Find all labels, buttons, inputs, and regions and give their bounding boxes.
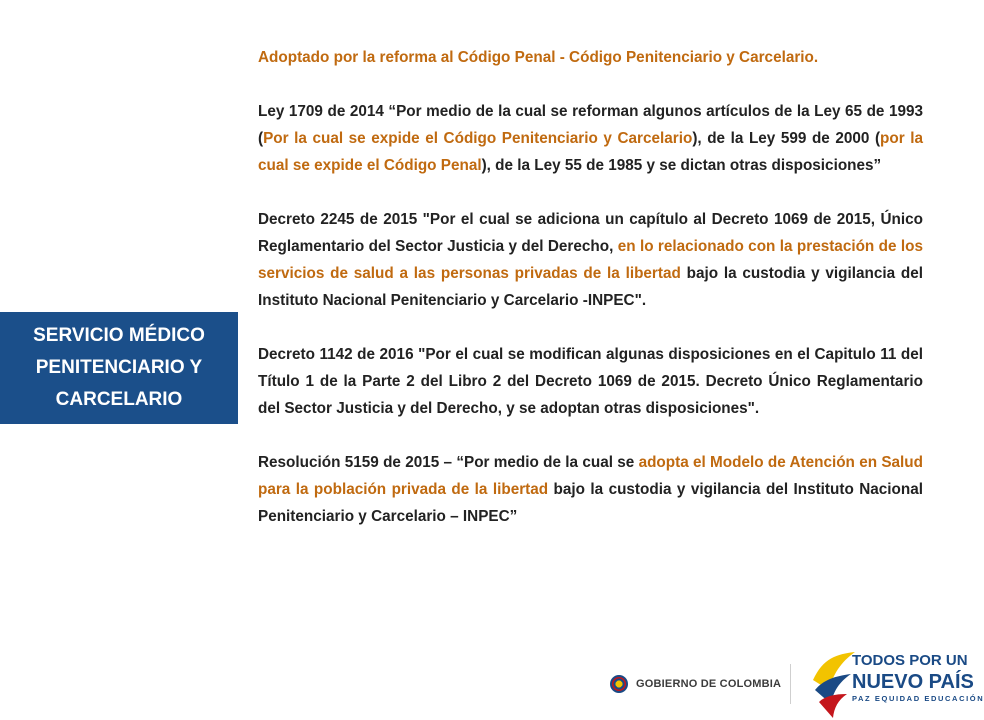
highlighted-text: adopta el Modelo de Atención en Salud para la población privada de la libertad xyxy=(258,454,923,498)
brand-line-2: NUEVO PAÍS xyxy=(852,671,974,693)
text-segment: bajo la custodia y vigilancia del Instituto Nacional Penitenciario y Carcelario -INPEC". xyxy=(258,265,923,309)
paragraph-1 xyxy=(258,44,923,71)
colombia-seal-icon xyxy=(610,675,628,693)
highlighted-text: Por la cual se expide el Código Penitenciario y Carcelario xyxy=(263,130,693,147)
text-segment: ), de la Ley 599 de 2000 ( xyxy=(692,130,881,147)
section-title xyxy=(33,320,205,416)
footer-logos xyxy=(600,650,984,720)
section-title-line-2: PENITENCIARIO Y xyxy=(35,357,203,378)
paragraph-4 xyxy=(258,341,923,422)
text-segment: ), de la Ley 55 de 1985 y se dictan otras disposiciones” xyxy=(481,157,882,174)
highlighted-text: en lo relacionado con la prestación de los servicios de salud a las personas privadas de la libertad xyxy=(258,238,923,282)
gobierno-de-colombia-label: GOBIERNO DE COLOMBIA xyxy=(636,678,782,690)
text-segment: Ley 1709 de 2014 “Por medio de la cual se reforman algunos artículos de la Ley 65 de 1993 ( xyxy=(258,103,923,147)
section-title-box xyxy=(0,312,238,424)
highlighted-text: por la cual se expide el Código Penal xyxy=(258,130,924,174)
brand-line-3: PAZ EQUIDAD EDUCACIÓN xyxy=(852,694,984,703)
text-segment: Resolución 5159 de 2015 – “Por medio de la cual se xyxy=(258,454,639,471)
text-segment: Decreto 1142 de 2016 "Por el cual se modifican algunas disposiciones en el Capitulo 11 del Título 1 de la Parte 2 del Libro 2 del Decreto 1069 de 2015. Decreto Único Reglamentario del Sector Justicia y del Derecho, y se adoptan otras disposiciones". xyxy=(258,346,923,417)
paragraph-5 xyxy=(258,449,923,530)
paragraph-3 xyxy=(258,206,923,314)
todos-por-un-nuevo-pais-logo xyxy=(852,652,984,703)
gobierno-de-colombia-logo xyxy=(600,664,791,704)
paragraph-2 xyxy=(258,98,923,179)
section-title-line-1: SERVICIO MÉDICO xyxy=(33,325,205,346)
text-segment: Decreto 2245 de 2015 "Por el cual se adiciona un capítulo al Decreto 1069 de 2015, Único Reglamentario del Sector Justicia y del Derecho, xyxy=(258,211,923,255)
brand-line-1: TODOS POR UN xyxy=(852,652,968,669)
section-title-line-3: CARCELARIO xyxy=(55,389,183,410)
text-segment: bajo la custodia y vigilancia del Instituto Nacional Penitenciario y Carcelario – INPEC” xyxy=(258,481,923,525)
legal-references-text xyxy=(258,44,923,557)
highlighted-text: Adoptado por la reforma al Código Penal - Código Penitenciario y Carcelario. xyxy=(258,49,819,66)
